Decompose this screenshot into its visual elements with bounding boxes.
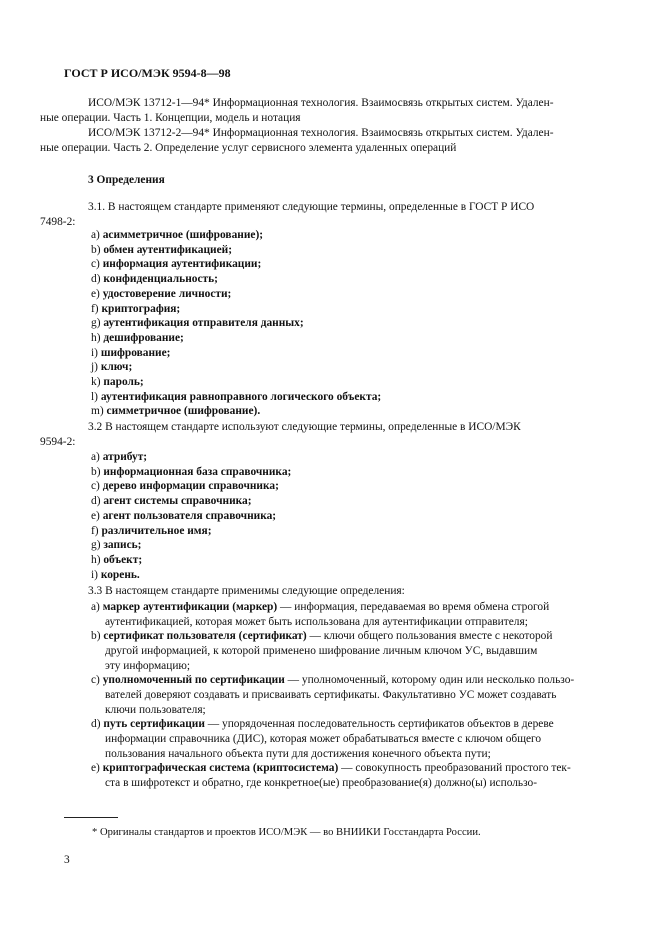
- definition-item: [91, 600, 599, 630]
- list-marker: f): [91, 302, 99, 315]
- list-item: [91, 509, 276, 524]
- list-item: [91, 243, 232, 258]
- list-term: асимметричное (шифрование);: [102, 229, 264, 241]
- paragraph-line: 9594-2:: [40, 436, 76, 448]
- paragraph-3-2: [40, 420, 599, 450]
- list-marker: а): [91, 451, 100, 463]
- definition-text: — уполномоченный, которому один или несколько пользо-: [284, 674, 575, 686]
- definition-term: сертификат пользователя (сертификат): [103, 630, 307, 642]
- definition-text: — упорядоченная последовательность сертификатов объектов в дереве: [204, 718, 554, 730]
- list-item: [91, 568, 140, 583]
- reference-line: ные операции. Часть 2. Определение услуг сервисного элемента удаленных операций: [40, 142, 457, 154]
- list-term: криптография;: [101, 302, 181, 315]
- list-marker: j): [91, 361, 98, 374]
- list-marker: l): [91, 390, 98, 403]
- list-term: шифрование;: [100, 346, 171, 359]
- list-marker: g): [91, 539, 101, 552]
- list-marker: а): [91, 229, 100, 241]
- list-item: [91, 538, 141, 553]
- definition-first-line: [91, 673, 599, 688]
- list-term: удостоверение личности;: [102, 287, 232, 300]
- list-marker: с): [91, 480, 100, 493]
- list-term: конфиденциальность;: [103, 273, 218, 286]
- list-item: [91, 450, 147, 465]
- list-marker: е): [91, 287, 100, 300]
- list-marker: i): [91, 346, 98, 359]
- list-marker: d): [91, 495, 101, 508]
- list-item: [91, 228, 263, 243]
- definition-marker: с): [91, 674, 100, 686]
- definition-item: [91, 673, 599, 718]
- list-marker: k): [91, 376, 101, 388]
- definition-first-line: [91, 761, 599, 776]
- list-item: [91, 257, 261, 272]
- list-term: информация аутентификации;: [102, 258, 262, 271]
- list-item: [91, 287, 231, 302]
- definition-text: — совокупность преобразований простого тек-: [338, 762, 571, 774]
- definition-term: криптографическая система (криптосистема): [102, 762, 339, 774]
- list-item: [91, 553, 142, 568]
- list-item: [91, 404, 260, 419]
- list-term: информационная база справочника;: [103, 465, 292, 478]
- definition-text: — ключи общего пользования вместе с некоторой: [306, 630, 553, 642]
- reference-line: ИСО/МЭК 13712-1—94* Информационная технология. Взаимосвязь открытых систем. Удален-: [88, 97, 554, 109]
- paragraph-3-1: [40, 200, 599, 230]
- definition-term: путь сертификации: [103, 718, 205, 730]
- list-term: симметричное (шифрование).: [106, 405, 261, 418]
- list-marker: с): [91, 258, 100, 271]
- list-marker: h): [91, 331, 101, 344]
- definition-marker: е): [91, 762, 100, 774]
- definition-marker: d): [91, 718, 101, 730]
- list-item: [91, 360, 132, 375]
- paragraph-line: 3.2 В настоящем стандарте используют следующие термины, определенные в ИСО/МЭК: [88, 421, 521, 433]
- reference-entry: [40, 126, 599, 156]
- list-item: [91, 331, 184, 346]
- list-item: [91, 375, 144, 390]
- definition-item: [91, 717, 599, 762]
- list-marker: d): [91, 273, 101, 286]
- definition-marker: b): [91, 630, 101, 642]
- list-item: [91, 302, 180, 317]
- list-marker: b): [91, 465, 101, 478]
- definition-item: [91, 761, 599, 791]
- list-marker: i): [91, 568, 98, 581]
- list-term: ключ;: [100, 361, 133, 374]
- definition-continuation: пользования начального объекта пути для достижения конечного объекта пути;: [105, 748, 491, 760]
- paragraph-3-3: 3.3 В настоящем стандарте применимы следующие определения:: [88, 585, 405, 597]
- section-title: 3 Определения: [88, 174, 165, 186]
- reference-line: ные операции. Часть 1. Концепции, модель и нотация: [40, 112, 301, 124]
- paragraph-line: 7498-2:: [40, 216, 76, 228]
- list-marker: f): [91, 524, 99, 537]
- list-marker: m): [91, 405, 104, 418]
- list-term: дешифрование;: [103, 331, 184, 344]
- definition-continuation: другой информацией, к которой применено шифрование личным ключом УС, выдавшим: [105, 645, 538, 657]
- list-term: агент системы справочника;: [103, 495, 252, 508]
- list-term: аутентификация отправителя данных;: [103, 317, 304, 330]
- list-item: [91, 346, 170, 361]
- definition-first-line: [91, 717, 599, 732]
- definition-term: уполномоченный по сертификации: [102, 674, 285, 686]
- list-marker: е): [91, 509, 100, 522]
- reference-line: ИСО/МЭК 13712-2—94* Информационная технология. Взаимосвязь открытых систем. Удален-: [88, 127, 554, 139]
- list-item: [91, 390, 381, 405]
- page-number: 3: [64, 854, 70, 866]
- list-term: атрибут;: [102, 451, 148, 463]
- list-term: корень.: [100, 568, 140, 581]
- list-term: агент пользователя справочника;: [102, 509, 277, 522]
- footnote-divider: [64, 817, 118, 818]
- document-header: ГОСТ Р ИСО/МЭК 9594-8—98: [64, 66, 231, 80]
- list-term: дерево информации справочника;: [102, 480, 279, 493]
- list-term: обмен аутентификацией;: [103, 243, 232, 256]
- definition-continuation: ключи пользователя;: [105, 704, 206, 716]
- definition-continuation: ста в шифротекст и обратно, где конкретное(ые) преобразование(я) должно(ы) использо-: [105, 777, 538, 789]
- list-marker: g): [91, 317, 101, 330]
- reference-entry: [40, 96, 599, 126]
- list-term: пароль;: [103, 376, 144, 388]
- list-marker: h): [91, 553, 101, 566]
- list-term: аутентификация равноправного логического объекта;: [100, 390, 382, 403]
- list-marker: b): [91, 243, 101, 256]
- definition-first-line: [91, 600, 599, 615]
- paragraph-line: 3.1. В настоящем стандарте применяют следующие термины, определенные в ГОСТ Р ИСО: [88, 201, 535, 213]
- list-item: [91, 316, 304, 331]
- list-item: [91, 272, 218, 287]
- definition-marker: а): [91, 601, 100, 613]
- list-term: различительное имя;: [101, 524, 212, 537]
- definition-continuation: аутентификацией, которая может быть использована для аутентификации отправителя;: [105, 616, 528, 628]
- definition-term: маркер аутентификации (маркер): [102, 601, 278, 613]
- footnote: * Оригиналы стандартов и проектов ИСО/МЭК — во ВНИИКИ Госстандарта России.: [92, 827, 481, 838]
- list-item: [91, 524, 212, 539]
- definition-first-line: [91, 629, 599, 644]
- list-item: [91, 494, 252, 509]
- definition-continuation: информации справочника (ДИС), которая может обрабатываться вместе с ключом общего: [105, 733, 542, 745]
- definition-item: [91, 629, 599, 674]
- definition-continuation: вателей доверяют создавать и присваивать сертификаты. Факультативно УС может создавать: [105, 689, 557, 701]
- list-term: запись;: [103, 539, 142, 552]
- list-item: [91, 479, 279, 494]
- list-term: объект;: [103, 553, 143, 566]
- definition-text: — информация, передаваемая во время обмена строгой: [277, 601, 550, 613]
- definition-continuation: эту информацию;: [105, 660, 191, 672]
- list-item: [91, 465, 291, 480]
